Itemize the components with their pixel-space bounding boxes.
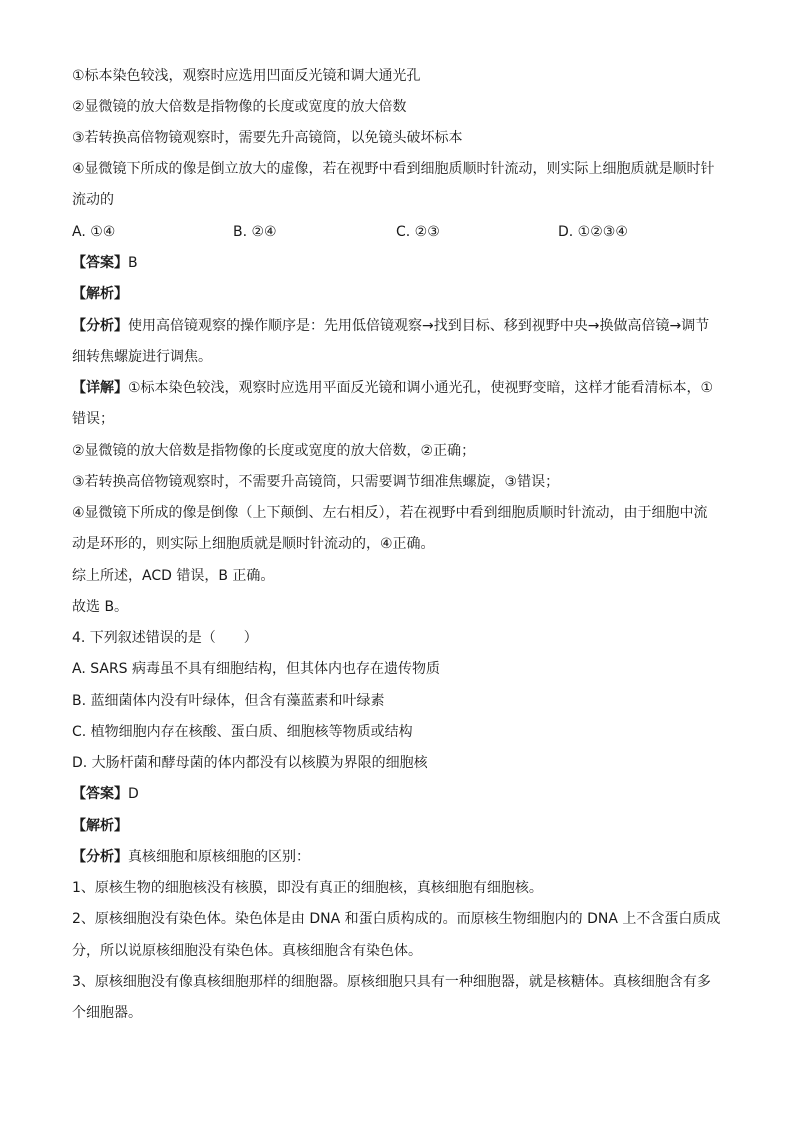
q4-answer	[72, 784, 139, 804]
q4-point-1: 1、原核生物的细胞核没有核膜，即没有真正的细胞核，真核细胞有细胞核。	[72, 880, 543, 896]
q4-point-2-line-1: 2、原核细胞没有染色体。染色体是由 DNA 和蛋白质构成的。而原核生物细胞内的 DNA 上不含蛋白质成	[72, 911, 721, 927]
q4-analysis-heading: 【解析】	[72, 818, 128, 834]
xiangjie-tag: 【详解】	[72, 380, 128, 396]
fenxi-text: 使用高倍镜观察的操作顺序是：先用低倍镜观察→找到目标、移到视野中央→换做高倍镜→调节	[128, 318, 710, 334]
answer-tag: 【答案】	[72, 786, 128, 802]
q4-point-3-line-1: 3、原核细胞没有像真核细胞那样的细胞器。原核细胞只具有一种细胞器，就是核糖体。真核细胞含有多	[72, 974, 711, 990]
answer-tag: 【答案】	[72, 255, 128, 271]
answer-value: B	[128, 255, 138, 271]
q3-xiangjie-line-1	[72, 378, 713, 398]
q3-option-b: B. ②④	[233, 224, 277, 240]
q3-xiangjie-line-5: ④显微镜下所成的像是倒像（上下颠倒、左右相反），若在视野中看到细胞质顺时针流动，由于细胞中流	[72, 505, 708, 521]
q3-xiangjie-line-6: 动是环形的，则实际上细胞质就是顺时针流动的，④正确。	[72, 536, 435, 552]
xiangjie-text: ①标本染色较浅，观察时应选用平面反光镜和调小通光孔，使视野变暗，这样才能看清标本，①	[128, 380, 714, 396]
fenxi-tag: 【分析】	[72, 318, 128, 334]
statement-1: ①标本染色较浅，观察时应选用凹面反光镜和调大通光孔	[72, 68, 421, 84]
q4-option-d: D. 大肠杆菌和酵母菌的体内都没有以核膜为界限的细胞核	[72, 755, 428, 771]
q3-answer	[72, 253, 138, 273]
answer-value: D	[128, 786, 139, 802]
fenxi-tag: 【分析】	[72, 849, 128, 865]
q4-point-2-line-2: 分，所以说原核细胞没有染色体。真核细胞含有染色体。	[72, 943, 422, 959]
q3-xiangjie-line-4: ③若转换高倍物镜观察时，不需要升高镜筒，只需要调节细准焦螺旋，③错误；	[72, 474, 560, 490]
q4-fenxi-line-1	[72, 847, 310, 867]
q3-option-a: A. ①④	[72, 224, 116, 240]
q3-xiangjie-line-3: ②显微镜的放大倍数是指物像的长度或宽度的放大倍数，②正确；	[72, 443, 476, 459]
q3-xiangjie-line-2: 错误；	[72, 411, 114, 427]
q4-option-b: B. 蓝细菌体内没有叶绿体，但含有藻蓝素和叶绿素	[72, 693, 385, 709]
q3-fenxi-line-2: 细转焦螺旋进行调焦。	[72, 349, 212, 365]
q3-summary: 综上所述，ACD 错误，B 正确。	[72, 568, 275, 584]
q4-option-c: C. 植物细胞内存在核酸、蛋白质、细胞核等物质或结构	[72, 724, 413, 740]
q3-option-c: C. ②③	[396, 224, 440, 240]
q3-choice: 故选 B。	[72, 599, 129, 615]
statement-4-line-1: ④显微镜下所成的像是倒立放大的虚像，若在视野中看到细胞质顺时针流动，则实际上细胞质就是顺时针	[72, 161, 715, 177]
q3-analysis-heading: 【解析】	[72, 286, 128, 302]
q4-stem: 4. 下列叙述错误的是（ ）	[72, 630, 258, 646]
statement-2: ②显微镜的放大倍数是指物像的长度或宽度的放大倍数	[72, 99, 407, 115]
statement-3: ③若转换高倍物镜观察时，需要先升高镜筒，以免镜头破坏标本	[72, 130, 463, 146]
q4-option-a: A. SARS 病毒虽不具有细胞结构，但其体内也存在遗传物质	[72, 661, 441, 677]
q3-fenxi-line-1	[72, 316, 709, 336]
statement-4-line-2: 流动的	[72, 192, 114, 208]
fenxi-text: 真核细胞和原核细胞的区别：	[128, 849, 310, 865]
q3-option-d: D. ①②③④	[558, 224, 628, 240]
q4-point-3-line-2: 个细胞器。	[72, 1005, 142, 1021]
